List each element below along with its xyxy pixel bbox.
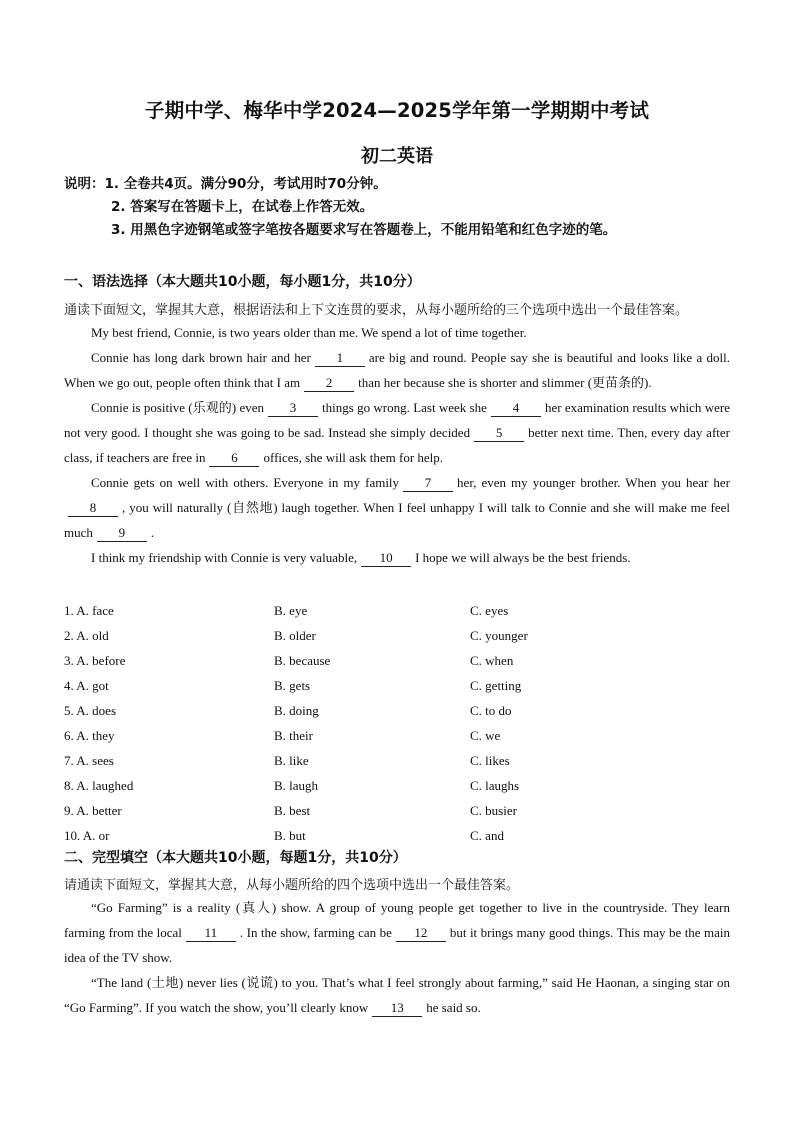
option-a: 2. A. old	[64, 628, 109, 643]
option-row-1	[64, 598, 730, 623]
option-row-9	[64, 798, 730, 823]
option-row-6	[64, 723, 730, 748]
note-line-1	[64, 173, 616, 196]
passage-paragraph-1	[64, 320, 730, 345]
exam-notes	[64, 173, 616, 242]
blank-10: 10	[361, 550, 411, 567]
passage2-paragraph-1	[64, 895, 730, 970]
paragraph-text: better next time. Then, every day after class, if teachers are free in	[64, 425, 730, 465]
option-b: B. because	[274, 653, 331, 668]
paragraph-text: things go wrong. Last week she	[322, 400, 487, 415]
option-c: C. to do	[470, 703, 512, 718]
paragraph-text: offices, she will ask them for help.	[263, 450, 444, 465]
section1-passage	[64, 320, 730, 570]
option-b: B. gets	[274, 678, 311, 693]
option-b: B. older	[274, 628, 316, 643]
option-a: 10. A. or	[64, 828, 110, 843]
passage-paragraph-5	[64, 545, 730, 570]
paragraph-text: but it brings many good things. This may be the main idea of the TV show.	[64, 925, 731, 965]
paragraph-text: My best friend, Connie, is two years older than me. We spend a lot of time together.	[91, 325, 527, 340]
paragraph-text: .	[150, 525, 155, 540]
note-item-2: 2. 答案写在答题卡上，在试卷上作答无效。	[111, 199, 374, 215]
paragraph-text: than her because she is shorter and slimmer (更苗条的).	[358, 375, 652, 390]
exam-title: 子期中学、梅华中学2024—2025学年第一学期期中考试	[144, 99, 650, 122]
option-c: C. younger	[470, 628, 528, 643]
paragraph-text: I think my friendship with Connie is very valuable,	[91, 550, 358, 565]
section2-passage	[64, 895, 730, 1020]
passage-paragraph-2	[64, 345, 730, 395]
option-a: 9. A. better	[64, 803, 122, 818]
section1-instruction: 通读下面短文，掌握其大意，根据语法和上下文连贯的要求，从每小题所给的三个选项中选出一个最佳答案。	[64, 303, 689, 318]
blank-6: 6	[209, 450, 259, 467]
option-c: C. eyes	[470, 603, 509, 618]
option-c: C. likes	[470, 753, 510, 768]
paragraph-text: . In the show, farming can be	[239, 925, 392, 940]
paragraph-text: her, even my younger brother. When you hear her	[457, 475, 730, 490]
option-a: 4. A. got	[64, 678, 109, 693]
blank-5: 5	[474, 425, 524, 442]
blank-2: 2	[304, 375, 354, 392]
section1-options	[64, 598, 730, 848]
passage-paragraph-4	[64, 470, 730, 545]
passage2-paragraph-2	[64, 970, 730, 1020]
paragraph-text: Connie has long dark brown hair and her	[91, 350, 311, 365]
option-c: C. getting	[470, 678, 522, 693]
option-c: C. when	[470, 653, 514, 668]
option-b: B. like	[274, 753, 309, 768]
paragraph-text: Connie gets on well with others. Everyone in my family	[91, 475, 400, 490]
option-a: 7. A. sees	[64, 753, 114, 768]
option-c: C. and	[470, 828, 504, 843]
option-row-10	[64, 823, 730, 848]
blank-7: 7	[403, 475, 453, 492]
option-c: C. we	[470, 728, 501, 743]
passage-paragraph-3	[64, 395, 730, 470]
blank-3: 3	[268, 400, 318, 417]
option-b: B. best	[274, 803, 311, 818]
option-a: 1. A. face	[64, 603, 114, 618]
exam-subtitle: 初二英语	[361, 146, 433, 167]
paragraph-text: he said so.	[426, 1000, 481, 1015]
option-a: 6. A. they	[64, 728, 115, 743]
note-item-3: 3. 用黑色字迹钢笔或签字笔按各题要求写在答题卷上，不能用铅笔和红色字迹的笔。	[111, 222, 617, 238]
paragraph-text: , you will naturally (自然地) laugh together. When I feel unhappy I will talk to Connie and she will make me feel much	[64, 500, 730, 540]
paragraph-text: I hope we will always be the best friends.	[415, 550, 631, 565]
paragraph-text: are big and round. People say she is beautiful and looks like a doll. When we go out, people often think that I am	[64, 350, 731, 390]
option-c: C. laughs	[470, 778, 520, 793]
section1-heading: 一、语法选择（本大题共10小题，每小题1分，共10分）	[64, 274, 421, 290]
blank-1: 1	[315, 350, 365, 367]
option-b: B. but	[274, 828, 306, 843]
paragraph-text: “The land (土地) never lies (说谎) to you. That’s what I feel strongly about farming,” said He Haonan, a singing star on “Go Farming”. If you watch the show, you’ll clearly know	[64, 975, 730, 1015]
section2-instruction: 请通读下面短文，掌握其大意，从每小题所给的四个选项中选出一个最佳答案。	[64, 878, 520, 893]
paragraph-text: Connie is positive (乐观的) even	[91, 400, 265, 415]
option-b: B. eye	[274, 603, 308, 618]
blank-12: 12	[396, 925, 446, 942]
option-a: 3. A. before	[64, 653, 126, 668]
option-a: 8. A. laughed	[64, 778, 134, 793]
option-row-4	[64, 673, 730, 698]
option-row-7	[64, 748, 730, 773]
option-b: B. laugh	[274, 778, 319, 793]
option-a: 5. A. does	[64, 703, 116, 718]
option-row-8	[64, 773, 730, 798]
option-row-5	[64, 698, 730, 723]
option-b: B. their	[274, 728, 313, 743]
blank-11: 11	[186, 925, 236, 942]
notes-label: 说明：	[64, 176, 105, 192]
option-row-2	[64, 623, 730, 648]
section2-heading: 二、完型填空（本大题共10小题，每题1分，共10分）	[64, 850, 407, 866]
blank-9: 9	[97, 525, 147, 542]
note-item-1: 1. 全卷共4页。满分90分，考试用时70分钟。	[104, 176, 387, 192]
option-c: C. busier	[470, 803, 517, 818]
option-row-3	[64, 648, 730, 673]
option-b: B. doing	[274, 703, 319, 718]
blank-8: 8	[68, 500, 118, 517]
blank-13: 13	[372, 1000, 422, 1017]
paragraph-text: her examination results which were not very good. I thought she was going to be sad. Instead she simply decided	[64, 400, 730, 440]
paragraph-text: “Go Farming” is a reality (真人) show. A group of young people get together to live in the countryside. They learn farming from the local	[64, 900, 730, 940]
blank-4: 4	[491, 400, 541, 417]
